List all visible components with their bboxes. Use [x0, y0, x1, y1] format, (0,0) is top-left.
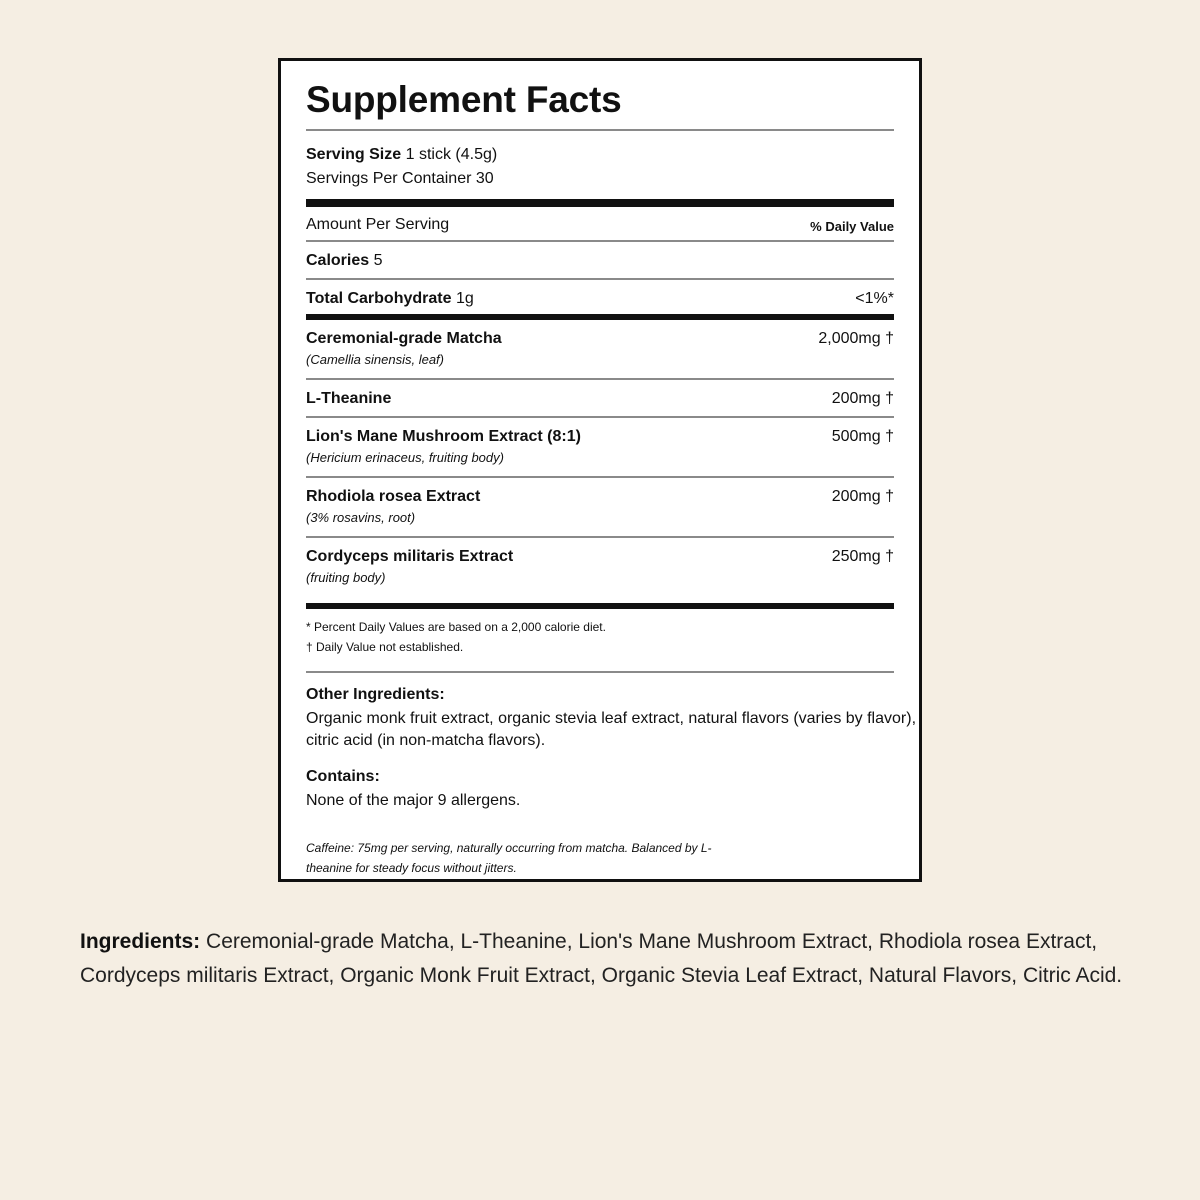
ingredient-amount: 200mg †	[831, 390, 894, 407]
ingredient-name: Ceremonial-grade Matcha	[306, 330, 502, 347]
ingredients-label: Ingredients:	[80, 930, 201, 953]
footnote-not-established: † Daily Value not established.	[306, 640, 464, 654]
contains-text: None of the major 9 allergens.	[306, 792, 521, 809]
serving-size-row	[306, 145, 894, 165]
ingredient-row	[306, 547, 894, 567]
medium-divider	[306, 314, 894, 320]
ingredients-section	[80, 925, 1140, 993]
calories-label: Calories	[306, 252, 370, 269]
servings-per-container-label: Servings Per Container	[306, 170, 472, 187]
contains-label: Contains:	[306, 768, 380, 785]
medium-divider	[306, 603, 894, 609]
serving-size-value: 1 stick (4.5g)	[405, 146, 498, 163]
caffeine-note: Caffeine: 75mg per serving, naturally occurring from matcha. Balanced by L-theanine for steady focus without jitters.	[306, 841, 712, 875]
ingredient-row	[306, 427, 894, 447]
other-ingredients-text: Organic monk fruit extract, organic stevia leaf extract, natural flavors (varies by flavor), citric acid (in non-matcha flavors).	[306, 710, 917, 749]
divider	[306, 536, 894, 538]
divider	[306, 240, 894, 242]
daily-value-header: % Daily Value	[810, 219, 894, 234]
supplement-facts-panel	[278, 58, 922, 882]
carbohydrate-row	[306, 289, 894, 309]
ingredient-name: Rhodiola rosea Extract	[306, 488, 481, 505]
carbohydrate-daily-value: <1%*	[855, 290, 894, 307]
ingredient-amount: 250mg †	[831, 548, 894, 565]
carbohydrate-label: Total Carbohydrate	[306, 290, 452, 307]
footnote-daily-values: * Percent Daily Values are based on a 2,000 calorie diet.	[306, 620, 606, 634]
serving-size-label: Serving Size	[306, 146, 402, 163]
other-ingredients-label: Other Ingredients:	[306, 686, 445, 703]
ingredient-amount: 2,000mg †	[818, 330, 894, 347]
amount-per-serving-row	[306, 215, 894, 235]
divider	[306, 278, 894, 280]
ingredient-row	[306, 487, 894, 507]
divider	[306, 416, 894, 418]
ingredient-row	[306, 389, 894, 409]
ingredient-name: Lion's Mane Mushroom Extract (8:1)	[306, 428, 581, 445]
calories-value: 5	[373, 252, 383, 269]
divider	[306, 378, 894, 380]
servings-per-container-row	[306, 169, 894, 189]
ingredient-source: (Hericium erinaceus, fruiting body)	[306, 450, 504, 465]
panel-title: Supplement Facts	[306, 79, 622, 120]
servings-per-container-value: 30	[475, 170, 494, 187]
divider	[306, 129, 894, 131]
ingredients-text: Ceremonial-grade Matcha, L-Theanine, Lion's Mane Mushroom Extract, Rhodiola rosea Extract, Cordyceps militaris Extract, Organic Monk Fruit Extract, Organic Stevia Leaf Extract, Natural Flavors, Citric Acid.	[80, 930, 1123, 987]
ingredient-name: Cordyceps militaris Extract	[306, 548, 514, 565]
ingredient-source: (3% rosavins, root)	[306, 510, 416, 525]
amount-per-serving-label: Amount Per Serving	[306, 216, 450, 233]
ingredient-name: L-Theanine	[306, 390, 392, 407]
ingredient-amount: 200mg †	[831, 488, 894, 505]
calories-row	[306, 251, 894, 271]
ingredient-source: (Camellia sinensis, leaf)	[306, 352, 444, 367]
ingredient-row	[306, 329, 894, 349]
divider	[306, 476, 894, 478]
carbohydrate-amount: 1g	[455, 290, 474, 307]
divider	[306, 671, 894, 673]
ingredient-amount: 500mg †	[831, 428, 894, 445]
ingredient-source: (fruiting body)	[306, 570, 386, 585]
thick-divider	[306, 199, 894, 207]
